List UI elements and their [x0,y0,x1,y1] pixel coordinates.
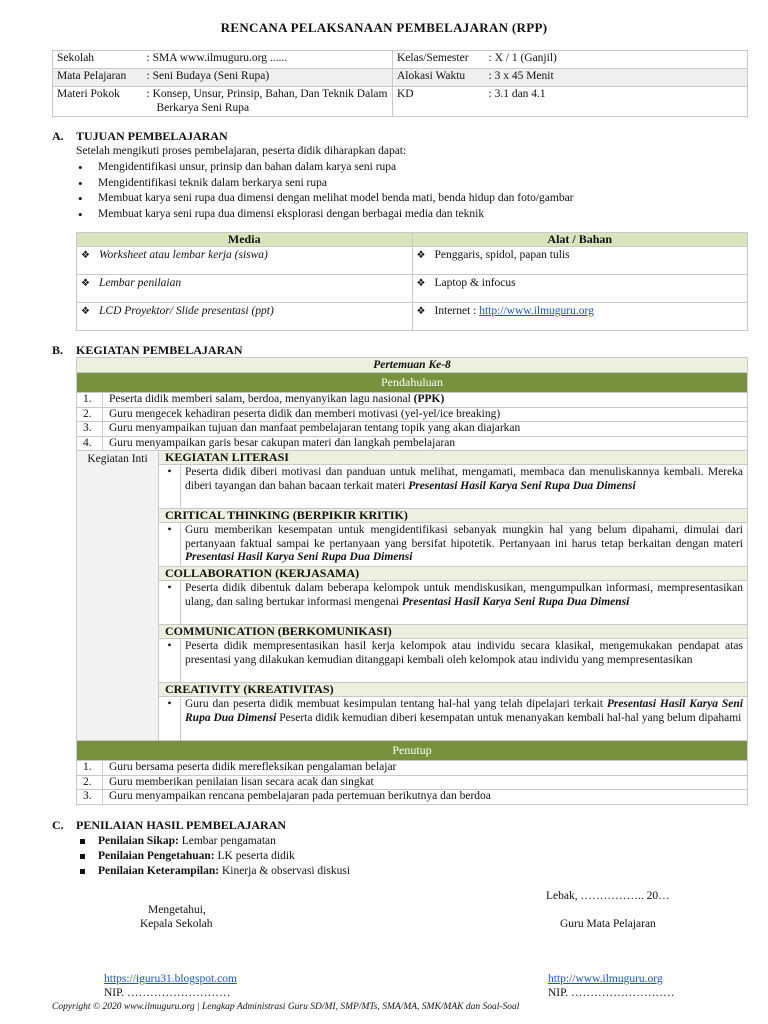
row-text: Guru mengecek kehadiran peserta didik dan memberi motivasi (yel-yel/ice breaking) [103,407,748,422]
diamond-bullet-icon: ❖ [81,278,90,289]
assessment-value: Lembar pengamatan [178,835,276,847]
tools-item: Laptop & infocus [434,277,516,289]
topic-value: : Konsep, Unsur, Prinsip, Bahan, Dan Teknik Dalam Berkarya Seni Rupa [143,87,393,117]
list-item: • Membuat karya seni rupa dua dimensi eksplorasi dengan berbagai media dan teknik [76,207,574,223]
place-date: Lebak, …………….. 20… [546,890,670,902]
media-table [76,232,748,331]
table-row [77,247,748,275]
table-row [77,790,748,805]
row-text [103,393,748,408]
assessment-list [76,834,350,879]
inti-subheading: COLLABORATION (KERJASAMA) [159,567,748,581]
bullet-icon: • [159,523,181,567]
pendahuluan-bar: Pendahuluan [77,373,748,393]
inti-text-emph: Presentasi Hasil Karya Seni Rupa Dua Dimensi [185,698,743,724]
list-item [76,834,350,849]
identity-row [53,87,748,117]
inti-text-main: Guru memberikan kesempatan untuk mengidentifikasi sebanyak mungkin hal yang belum dipahami, dimulai dari pertanyaan faktual sampai ke pertanyaan yang bersifat hipotetik. Pertanyaan ini harus tetap berkaitan dengan materi [185,524,743,550]
diamond-bullet-icon: ❖ [416,306,426,317]
inti-text [181,697,748,741]
list-item: • Mengidentifikasi teknik dalam berkarya seni rupa [76,176,574,192]
diamond-bullet-icon: ❖ [81,250,90,261]
inti-text [181,465,748,509]
bullet-icon: • [159,465,181,509]
inti-text-main: Peserta didik dibentuk dalam beberapa kelompok untuk mendiskusikan, mengumpulkan informasi, mempresentasikan ulang, dan saling bertukar informasi mengenai [185,582,743,608]
kegiatan-inti-label: Kegiatan Inti [77,451,159,741]
assessment-value: LK peserta didik [214,850,295,862]
inti-text-main: Peserta didik diberi motivasi dan panduan untuk melihat, mengamati, membaca dan menuliskannya kembali. Mereka diberi tayangan dan bahan bacaan terkait materi [185,466,743,492]
media-item: Lembar penilaian [99,277,182,289]
table-row [77,775,748,790]
media-item: LCD Proyektor/ Slide presentasi (ppt) [99,305,274,317]
section-a-heading [52,129,228,144]
diamond-bullet-icon: ❖ [416,250,426,261]
activities-table [76,357,748,805]
inti-subheading: CREATIVITY (KREATIVITAS) [159,683,748,697]
class-value: : X / 1 (Ganjil) [485,51,748,69]
tools-cell [412,275,748,303]
bullet-icon: • [159,697,181,741]
table-row [77,422,748,437]
subject-value: : Seni Budaya (Seni Rupa) [143,69,393,87]
sign-right-title: Guru Mata Pelajaran [560,918,656,930]
section-letter: C. [52,818,64,832]
media-cell [77,247,413,275]
row-number: 1. [77,393,103,408]
table-row [77,303,748,331]
assessment-label: Penilaian Pengetahuan: [98,850,215,862]
section-letter: B. [52,343,64,357]
row-text-main: Peserta didik memberi salam, berdoa, menyanyikan lagu nasional [109,393,414,405]
media-cell [77,303,413,331]
table-row [77,523,748,567]
row-number: 2. [77,407,103,422]
row-text: Guru menyampaikan tujuan dan manfaat pembelajaran tentang topik yang akan diajarkan [103,422,748,437]
bullet-icon: • [159,581,181,625]
row-text-bold: (PPK) [413,393,445,405]
section-c-heading [52,818,286,833]
list-item: • Membuat karya seni rupa dua dimensi dengan melihat model benda mati, benda hidup dan foto/gambar [76,191,574,207]
inti-text-emph: Presentasi Hasil Karya Seni Rupa Dua Dimensi [401,595,630,608]
identity-table [52,50,748,117]
tools-item: Penggaris, spidol, papan tulis [434,249,570,261]
ilmuguru-footer-link[interactable]: http://www.ilmuguru.org [548,973,663,985]
table-row [77,581,748,625]
tools-cell [412,303,748,331]
assessment-label: Penilaian Keterampilan: [98,865,220,877]
goals-intro: Setelah mengikuti proses pembelajaran, peserta didik diharapkan dapat: [76,145,407,157]
row-text: Guru menyampaikan rencana pembelajaran pada pertemuan berikutnya dan berdoa [103,790,748,805]
kd-label: KD [393,87,485,117]
table-row [77,761,748,776]
class-label: Kelas/Semester [393,51,485,69]
table-row [77,639,748,683]
inti-text [181,523,748,567]
diamond-bullet-icon: ❖ [416,278,426,289]
left-nip: NIP. ……………………… [104,987,231,999]
identity-row [53,69,748,87]
section-b-heading [52,343,243,358]
tools-cell [412,247,748,275]
list-item [76,849,350,864]
sign-left-line1: Mengetahui, [148,904,206,916]
assessment-value: Kinerja & observasi diskusi [219,865,351,877]
identity-row [53,51,748,69]
list-item: • Mengidentifikasi unsur, prinsip dan bahan dalam karya seni rupa [76,160,574,176]
inti-text [181,581,748,625]
tools-item: Internet : [434,305,480,317]
section-title: KEGIATAN PEMBELAJARAN [76,343,243,357]
copyright-footer: Copyright © 2020 www.ilmuguru.org | Lengkap Administrasi Guru SD/MI, SMP/MTs, SMA/MA, SMK/MAK dan Soal-Soal [52,1002,520,1012]
tools-header: Alat / Bahan [412,233,748,247]
inti-subheading: COMMUNICATION (BERKOMUNIKASI) [159,625,748,639]
row-number: 1. [77,761,103,776]
sign-left-line2: Kepala Sekolah [140,918,213,930]
inti-text-emph: Presentasi Hasil Karya Seni Rupa Dua Dimensi [408,479,636,492]
time-value: : 3 x 45 Menit [485,69,748,87]
row-text: Guru menyampaikan garis besar cakupan materi dan langkah pembelajaran [103,436,748,451]
media-item: Worksheet atau lembar kerja (siswa) [99,249,268,261]
subject-label: Mata Pelajaran [53,69,143,87]
section-title: TUJUAN PEMBELAJARAN [76,129,228,143]
table-row [77,697,748,741]
bullet-icon: • [159,639,181,683]
table-row [77,393,748,408]
assessment-label: Penilaian Sikap: [98,835,179,847]
goals-list [76,160,574,222]
table-row [77,275,748,303]
ilmuguru-link[interactable]: http://www.ilmuguru.org [479,305,594,317]
table-row [77,465,748,509]
meeting-label: Pertemuan Ke-8 [77,358,748,373]
section-letter: A. [52,129,64,143]
section-title: PENILAIAN HASIL PEMBELAJARAN [76,818,287,832]
inti-text-tail: Peserta didik kemudian diberi kesempatan untuk menanyakan kembali hal-hal yang belum dipahami [276,711,742,724]
inti-subheading: KEGIATAN LITERASI [159,451,748,465]
right-nip: NIP. ……………………… [548,987,675,999]
inti-text: Peserta didik mempresentasikan hasil kerja kelompok atau individu secara klasikal, mengemukakan pendapat atas presentasi yang dilakukan kemudian ditanggapi kembali oleh kelompok atau individu yang mempresentasikan [181,639,748,683]
media-header: Media [77,233,413,247]
inti-text-main: Guru dan peserta didik membuat kesimpulan tentang hal-hal yang telah dipelajari terkait [185,698,607,710]
row-text: Guru memberikan penilaian lisan secara acak dan singkat [103,775,748,790]
inti-subheading: CRITICAL THINKING (BERPIKIR KRITIK) [159,509,748,523]
school-value: : SMA www.ilmuguru.org ...... [143,51,393,69]
blog-link[interactable]: https://iguru31.blogspot.com [104,973,237,985]
row-text: Guru bersama peserta didik merefleksikan pengalaman belajar [103,761,748,776]
list-item [76,864,350,879]
row-number: 3. [77,790,103,805]
diamond-bullet-icon: ❖ [81,306,90,317]
document-title: RENCANA PELAKSANAAN PEMBELAJARAN (RPP) [220,20,548,35]
table-row [77,407,748,422]
media-cell [77,275,413,303]
inti-text-emph: Presentasi Hasil Karya Seni Rupa Dua Dimensi [185,551,413,563]
time-label: Alokasi Waktu [393,69,485,87]
row-number: 2. [77,775,103,790]
row-number: 3. [77,422,103,437]
topic-label: Materi Pokok [53,87,143,117]
school-label: Sekolah [53,51,143,69]
penutup-bar: Penutup [77,741,748,761]
table-row [77,436,748,451]
row-number: 4. [77,436,103,451]
kd-value: : 3.1 dan 4.1 [485,87,748,117]
